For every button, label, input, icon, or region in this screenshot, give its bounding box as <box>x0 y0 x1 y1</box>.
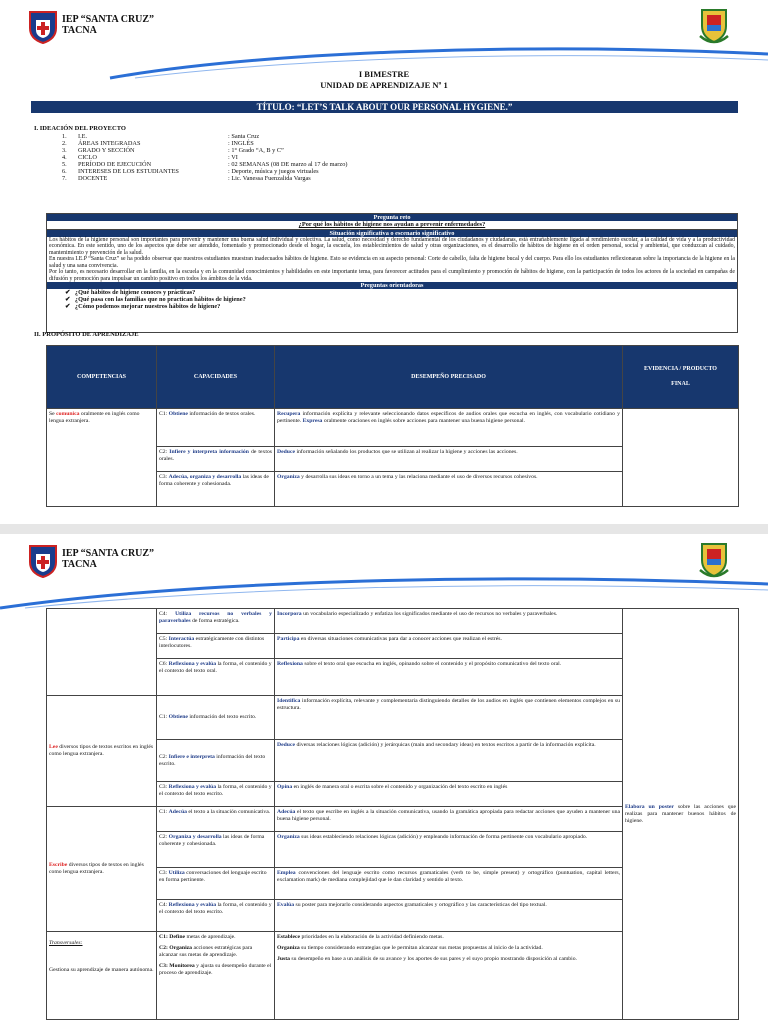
header-swoosh-decoration <box>0 570 768 610</box>
check-icon: ✔ <box>65 296 75 304</box>
capacidad-lee-c3: C3: Reflexiona y evalúa la forma, el contenido y el contexto del texto escrito. <box>157 782 275 807</box>
evidencia-cell <box>623 409 739 507</box>
pregunta-reto-box <box>46 213 738 333</box>
table-row <box>47 609 739 634</box>
school-city: TACNA <box>62 25 97 36</box>
desempeno-c6: Reflexiona sobre el texto oral que escucha en inglés, opinando sobre el contenido y el propósito comunicativo del texto oral. <box>275 659 623 696</box>
capacidad-c1: C1: Obtiene información de textos orales. <box>157 409 275 447</box>
table-row <box>47 409 739 447</box>
evidencia-poster: Elabora un poster sobre las acciones que realizas para mantener buenos hábitos de higiene. <box>623 609 739 1020</box>
desempeno-transversal: Establece prioridades en la elaboración de la actividad definiendo metas. Organiza su tiempo considerando estrategias que le permitan alcanzar sus metas propuestas al inicio de la actividad. Justa su desempeño en base a un análisis de su avance y los aportes de sus pares y el suyo propio mostrando disposición al cambio. <box>275 932 623 1020</box>
capacidad-esc-c2: C2: Organiza y desarrolla las ideas de forma coherente y cohesionada. <box>157 832 275 868</box>
desempeno-lee-c1: Identifica información explícita, relevante y complementaria distinguiendo detalles de los audios en inglés que contienen elementos complejos en su estructura. <box>275 696 623 740</box>
situacion-header: Situación significativa o escenario significativo <box>47 230 737 237</box>
check-icon: ✔ <box>65 303 75 311</box>
proposito-table <box>46 345 739 507</box>
preguntas-orientadoras-header: Preguntas orientadoras <box>47 282 737 289</box>
proposito-table-continued <box>46 608 739 1020</box>
capacidad-transversal: C1: Define metas de aprendizaje. C2: Organiza acciones estratégicas para alcanzar sus metas de aprendizaje. C3: Monitorea y ajusta su desempeño durante el proceso de aprendizaje. <box>157 932 275 1020</box>
ideacion-labels: I.E. ÁREAS INTEGRADAS GRADO Y SECCIÓN CICLO PERÍODO DE EJECUCIÓN INTERESES DE LOS ESTUDIANTES DOCENTE <box>78 133 179 182</box>
situacion-paragraph: Por lo tanto, es necesario desarrollar en la familia, en la escuela y en la comunidad conocimientos y habilidades en este importante tema, para favorecer actitudes para el cumplimiento y promoción de hábitos de higiene, con la participación de todos los actores de la sociedad en campañas de difusión y promoción para impulsar un cambio positivo en todos los ámbitos de la vida. <box>49 269 735 282</box>
capacidad-esc-c4: C4: Reflexiona y evalúa la forma, el contenido y el contexto del texto escrito. <box>157 900 275 932</box>
section-1-heading: I. IDEACIÓN DEL PROYECTO <box>34 125 126 132</box>
desempeno-c3: Organiza y desarrolla sus ideas en torno a un tema y las relaciona mediante el uso de diversos recursos cohesivos. <box>275 472 623 507</box>
th-capacidades: CAPACIDADES <box>157 346 275 409</box>
school-name-block <box>62 548 154 570</box>
page-header <box>0 0 768 80</box>
desempeno-esc-c1: Adecúa el texto que escribe en inglés a la situación comunicativa, usando la gramática apropiada para redactar acciones que ayuden a mantener una buena higiene personal. <box>275 807 623 832</box>
pregunta-reto-header: Pregunta reto <box>47 214 737 221</box>
th-competencias: COMPETENCIAS <box>47 346 157 409</box>
transversales-text: Gestiona su aprendizaje de manera autónoma. <box>49 967 154 973</box>
capacidad-esc-c3: C3: Utiliza conversaciones del lenguaje escrito en forma pertinente. <box>157 868 275 900</box>
competencia-escribe: Escribe diversos tipos de textos en inglés como lengua extranjera. <box>47 807 157 932</box>
desempeno-esc-c4: Evalúa su poster para mejorarlo considerando aspectos gramaticales y ortográfico y las características del tipo textual. <box>275 900 623 932</box>
list-item: ✔ ¿Cómo podemos mejorar nuestros hábitos de higiene? <box>65 303 221 311</box>
situacion-paragraph: En nuestra I.E.P “Santa Cruz” se ha podido observar que nuestros estudiantes muestran inadecuados hábitos de higiene. Esto se evidencia en su aspecto personal: Corte de cabello, falta de higiene bucal y del cuerpo. Para ello los estudiantes reflexionaran sobre la importancia de la higiene en la salud y una sana convivencia. <box>49 256 735 269</box>
competencia-transversal <box>47 932 157 1020</box>
desempeno-esc-c2: Organiza sus ideas estableciendo relaciones lógicas (adición) y empleando información de forma pertinente con vocabulario apropiado. <box>275 832 623 868</box>
school-name: IEP “SANTA CRUZ” <box>62 548 155 559</box>
desempeno-c2: Deduce información señalando los productos que se utilizan al realizar la higiene y acciones las acciones. <box>275 447 623 472</box>
table-header-row <box>47 346 739 409</box>
unit-title-bar: TÍTULO: “LET’S TALK ABOUT OUR PERSONAL HYGIENE.” <box>31 101 738 113</box>
transversales-heading: Transversales: <box>49 940 83 946</box>
ideacion-numbers: 1. 2. 3. 4. 5. 6. 7. <box>62 133 67 182</box>
preguntas-orientadoras-list <box>47 289 737 310</box>
desempeno-c1: Recupera información explícita y relevante seleccionando datos específicos de audios orales que escucha en inglés, con vocabulario cotidiano y pertinente. Expresa oralmente oraciones en inglés sobre acciones para mantener una buena higiene personal. <box>275 409 623 447</box>
capacidad-lee-c1: C1: Obtiene información del texto escrito. <box>157 696 275 740</box>
situacion-paragraph: Los hábitos de la higiene personal son importantes para prevenir y mantener una buena salud individual y colectiva. La salud, como necesidad y derecho fundamental de los ciudadanos y ciudadanas, está entrañablemente ligada al rendimiento escolar, a la calidad de vida y a la productividad económica. En este sentido, uno de los aspectos que debe ser atendido, fomentado y promocionado desde el hogar, la escuela, los establecimientos de salud y otras organizaciones, es el desarrollo de hábitos de higiene en el orden personal, social y ambiental, que conduzcan al cuidado, mantenimiento y prevención de la salud. <box>49 236 735 256</box>
th-evidencia: EVIDENCIA / PRODUCTO FINAL <box>623 346 739 409</box>
competencia-comunica: Se comunica oralmente en inglés como lengua extranjera. <box>47 409 157 507</box>
desempeno-lee-c3: Opina en inglés de manera oral o escrita sobre el contenido y organización del texto escrito en inglés <box>275 782 623 807</box>
desempeno-lee-c2: Deduce diversas relaciones lógicas (adición) y jerárquicas (main and secondary ideas) en textos escritos a partir de la información explícita. <box>275 740 623 782</box>
capacidad-c3: C3: Adecúa, organiza y desarrolla las ideas de forma coherente y cohesionada. <box>157 472 275 507</box>
page-gap <box>0 524 768 534</box>
list-item: ✔ ¿Qué pasa con las familias que no practican hábitos de higiene? <box>65 296 246 304</box>
capacidad-c4: C4: Utiliza recursos no verbales y paraverbales de forma estratégica. <box>157 609 275 634</box>
desempeno-c5: Participa en diversas situaciones comunicativas para dar a conocer acciones que realizan el estrés. <box>275 634 623 659</box>
school-name: IEP “SANTA CRUZ” <box>62 14 155 25</box>
ideacion-values: : Santa Cruz : INGLÉS : 1° Grado “A, B y C” : VI : 02 SEMANAS (08 DE marzo al 17 de marzo) : Deporte, música y juegos virtuales : Lic. Vanessa Fuenzalida Vargas <box>228 133 348 182</box>
check-icon: ✔ <box>65 289 75 297</box>
capacidad-esc-c1: C1: Adecúa el texto a la situación comunicativa. <box>157 807 275 832</box>
th-desempeno: DESEMPEÑO PRECISADO <box>275 346 623 409</box>
school-shield-logo-icon <box>28 10 58 44</box>
competencia-comunica-cont <box>47 609 157 696</box>
unidad-heading: UNIDAD DE APRENDIZAJE Nº 1 <box>320 80 448 90</box>
desempeno-c4: Incorpora un vocabulario especializado y enfatiza los significados mediante el uso de recursos no verbales y paraverbales. <box>275 609 623 634</box>
school-name-block <box>62 14 154 36</box>
capacidad-lee-c2: C2: Infiere e interpreta información del texto escrito. <box>157 740 275 782</box>
document-page-2 <box>0 534 768 1024</box>
pregunta-reto-question: ¿Por qué los hábitos de higiene nos ayudan a prevenir enfermedades? <box>47 221 737 230</box>
capacidad-c6: C6: Reflexiona y evalúa la forma, el contenido y el contexto del texto oral. <box>157 659 275 696</box>
list-item: ✔ ¿Qué hábitos de higiene conoces y prácticas? <box>65 289 196 297</box>
school-city: TACNA <box>62 559 97 570</box>
desempeno-esc-c3: Emplea convenciones del lenguaje escrito como recursos gramaticales (verb to be, simple present) y ortográfico (puntuation, capital letters, exclamation mark) de mediana complejidad que le dan claridad y sentido al texto. <box>275 868 623 900</box>
competencia-lee: Lee diversos tipos de textos escritos en inglés como lengua extranjera. <box>47 696 157 807</box>
capacidad-c2: C2: Infiere y interpreta información de textos orales. <box>157 447 275 472</box>
section-2-heading: II. PROPÓSITO DE APRENDIZAJE <box>34 331 139 338</box>
page-header <box>0 534 768 614</box>
capacidad-c5: C5: Interactúa estratégicamente con distintos interlocutores. <box>157 634 275 659</box>
situacion-text <box>47 237 737 283</box>
bimestre-heading: I BIMESTRE <box>358 69 410 79</box>
